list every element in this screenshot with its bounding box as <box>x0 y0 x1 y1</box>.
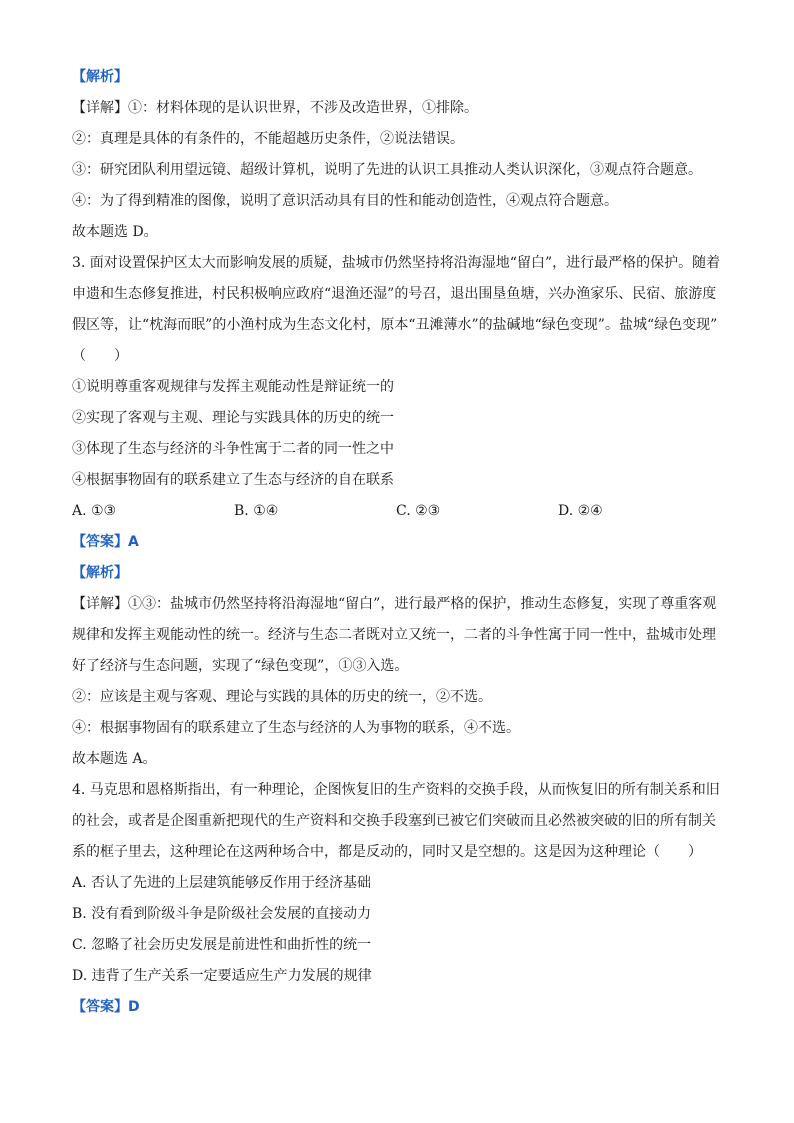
question-3-statement: ④根据事物固有的联系建立了生态与经济的自在联系 <box>72 472 394 488</box>
question-4-stem: 系的框子里去，这种理论在这两种场合中，都是反动的，同时又是空想的。这是因为这种理论（ ） <box>72 844 702 860</box>
question-4-option-a: A. 否认了先进的上层建筑能够反作用于经济基础 <box>72 875 372 891</box>
question-3-blank: （ ） <box>72 348 128 364</box>
detail-line: ②：真理是具体的有条件的，不能超越历史条件，②说法错误。 <box>72 131 464 147</box>
detail-line: ②：应该是主观与客观、理论与实践的具体的历史的统一，②不选。 <box>72 689 492 705</box>
question-3-stem: 3. 面对设置保护区太大而影响发展的质疑，盐城市仍然坚持将沿海湿地“留白”，进行最严格的保护。随着 <box>72 255 721 271</box>
option-b: B. ①④ <box>234 503 279 519</box>
option-a: A. ①③ <box>72 503 117 519</box>
option-c: C. ②③ <box>396 503 441 519</box>
question-3-statement: ②实现了客观与主观、理论与实践具体的历史的统一 <box>72 410 394 426</box>
detail-line: 好了经济与生态问题，实现了“绿色变现”，①③入选。 <box>72 658 409 674</box>
analysis-heading: 【解析】 <box>72 69 128 85</box>
answer-heading: 【答案】D <box>72 999 140 1015</box>
question-3-stem: 假区等，让“枕海而眠”的小渔村成为生态文化村，原本“丑滩薄水”的盐碱地“绿色变现”。盐城“绿色变现” <box>72 317 718 333</box>
analysis-heading: 【解析】 <box>72 565 128 581</box>
option-d: D. ②④ <box>558 503 603 519</box>
question-3-statement: ①说明尊重客观规律与发挥主观能动性是辩证统一的 <box>72 379 394 395</box>
detail-line: 规律和发挥主观能动性的统一。经济与生态二者既对立又统一，二者的斗争性寓于同一性中，盐城市处理 <box>72 627 716 643</box>
detail-line: ④：为了得到精准的图像，说明了意识活动具有目的性和能动创造性，④观点符合题意。 <box>72 193 618 209</box>
question-4-option-c: C. 忽略了社会历史发展是前进性和曲折性的统一 <box>72 937 372 953</box>
detail-line: 【详解】①③：盐城市仍然坚持将沿海湿地“留白”，进行最严格的保护，推动生态修复，实现了尊重客观 <box>72 596 717 612</box>
question-4-option-d: D. 违背了生产关系一定要适应生产力发展的规律 <box>72 968 372 984</box>
detail-line: 【详解】①：材料体现的是认识世界，不涉及改造世界，①排除。 <box>72 100 478 116</box>
conclusion-line: 故本题选 A。 <box>72 751 157 767</box>
document-page <box>72 62 722 1023</box>
answer-heading: 【答案】A <box>72 534 139 550</box>
question-4-option-b: B. 没有看到阶级斗争是阶级社会发展的直接动力 <box>72 906 372 922</box>
question-4-stem: 4. 马克思和恩格斯指出，有一种理论，企图恢复旧的生产资料的交换手段，从而恢复旧的所有制关系和旧 <box>72 782 720 798</box>
question-3-stem: 申遗和生态修复推进，村民积极响应政府“退渔还湿”的号召，退出围垦鱼塘，兴办渔家乐、民宿、旅游度 <box>72 286 717 302</box>
detail-line: ④：根据事物固有的联系建立了生态与经济的人为事物的联系，④不选。 <box>72 720 520 736</box>
question-4-stem: 的社会，或者是企图重新把现代的生产资料和交换手段塞到已被它们突破而且必然被突破的旧的所有制关 <box>72 813 716 829</box>
question-3-options <box>72 496 722 527</box>
question-3-statement: ③体现了生态与经济的斗争性寓于二者的同一性之中 <box>72 441 394 457</box>
conclusion-line: 故本题选 D。 <box>72 224 158 240</box>
detail-line: ③：研究团队利用望远镜、超级计算机，说明了先进的认识工具推动人类认识深化，③观点符合题意。 <box>72 162 702 178</box>
